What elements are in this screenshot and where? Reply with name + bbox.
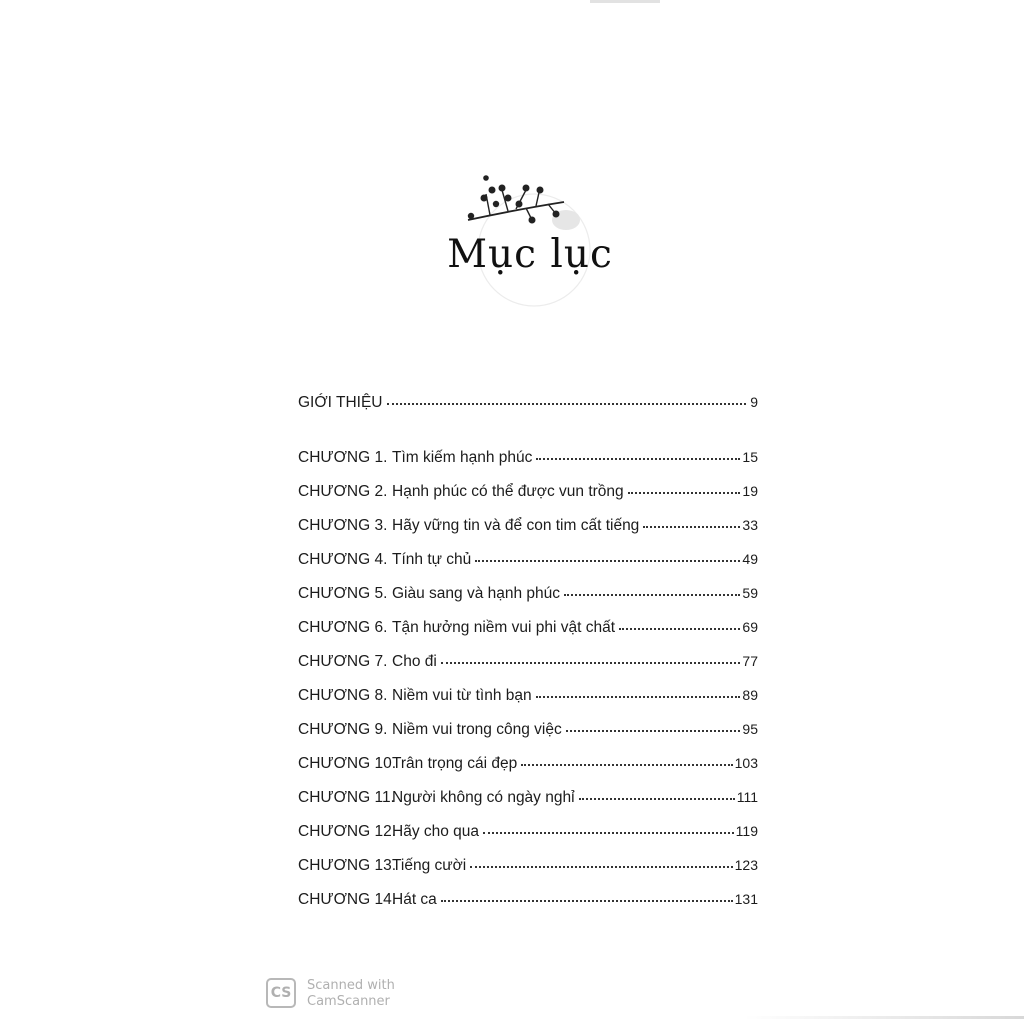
toc-entry-title: Niềm vui trong công việc xyxy=(392,721,562,738)
toc-entry-title: Tính tự chủ xyxy=(392,551,472,568)
scanner-watermark xyxy=(307,978,395,1010)
toc-chapter-label: CHƯƠNG 2. xyxy=(298,483,388,500)
toc-dot-leader xyxy=(564,594,740,596)
toc-dot-leader xyxy=(643,526,740,528)
toc-entry-title: Niềm vui từ tình bạn xyxy=(392,687,532,704)
toc-row-intro xyxy=(298,394,758,412)
toc-row xyxy=(298,755,758,773)
toc-page-number: 123 xyxy=(734,857,758,873)
toc-dot-leader xyxy=(579,798,735,800)
toc-row xyxy=(298,721,758,739)
page-edge-bottom xyxy=(745,1016,1024,1019)
toc-dot-leader xyxy=(470,866,732,868)
toc-chapter-label: CHƯƠNG 13. xyxy=(298,857,397,874)
toc-entry-title: Hát ca xyxy=(392,891,437,908)
toc-entry-title: Người không có ngày nghỉ xyxy=(392,789,575,806)
toc-row xyxy=(298,483,758,501)
toc-page-number: 9 xyxy=(750,394,758,410)
toc-page-number: 95 xyxy=(742,721,758,737)
toc-chapter-label: CHƯƠNG 7. xyxy=(298,653,388,670)
toc-row xyxy=(298,687,758,705)
toc-dot-leader xyxy=(441,662,741,664)
toc-entry-title: Cho đi xyxy=(392,653,437,670)
toc-chapter-label: CHƯƠNG 8. xyxy=(298,687,388,704)
toc-row xyxy=(298,585,758,603)
toc-page-number: 119 xyxy=(735,823,758,839)
toc-entry-title: Tìm kiếm hạnh phúc xyxy=(392,449,533,466)
toc-entry-title: Hạnh phúc có thể được vun trồng xyxy=(392,483,624,500)
toc-dot-leader xyxy=(566,730,741,732)
toc-row xyxy=(298,891,758,909)
toc-chapter-label: CHƯƠNG 11. xyxy=(298,789,395,806)
toc-row xyxy=(298,789,758,807)
toc-dot-leader xyxy=(628,492,741,494)
toc-dot-leader xyxy=(619,628,740,630)
toc-dot-leader xyxy=(521,764,732,766)
toc-row xyxy=(298,823,758,841)
toc-row xyxy=(298,857,758,875)
camscanner-logo-icon: CS xyxy=(266,978,296,1008)
toc-entry-title: Trân trọng cái đẹp xyxy=(392,755,518,772)
page-title: Mục lục xyxy=(447,232,613,277)
toc-page-number: 15 xyxy=(742,449,758,465)
toc-entry-title: Hãy vững tin và để con tim cất tiếng xyxy=(392,517,640,534)
toc-row xyxy=(298,653,758,671)
toc-chapter-label: CHƯƠNG 1. xyxy=(298,449,388,466)
toc-page-number: 103 xyxy=(734,755,758,771)
toc-entry-title: Giàu sang và hạnh phúc xyxy=(392,585,561,602)
toc-chapter-label: CHƯƠNG 4. xyxy=(298,551,388,568)
toc-entry-title: Hãy cho qua xyxy=(392,823,480,840)
toc-page-number: 77 xyxy=(742,653,758,669)
toc-chapter-label: CHƯƠNG 14. xyxy=(298,891,397,908)
toc-page-number: 131 xyxy=(734,891,758,907)
toc-row xyxy=(298,517,758,535)
toc-row xyxy=(298,551,758,569)
toc-chapter-label: CHƯƠNG 6. xyxy=(298,619,388,636)
toc-chapter-label: CHƯƠNG 9. xyxy=(298,721,388,738)
toc-chapter-label: CHƯƠNG 12. xyxy=(298,823,397,840)
toc-dot-leader xyxy=(536,458,740,460)
toc-dot-leader xyxy=(441,900,733,902)
watermark-line: Scanned with xyxy=(307,978,395,993)
toc-dot-leader xyxy=(387,403,747,405)
toc-page-number: 19 xyxy=(742,483,758,499)
toc-page-number: 59 xyxy=(742,585,758,601)
toc-chapter-label: CHƯƠNG 10. xyxy=(298,755,397,772)
toc-entry-title: Tận hưởng niềm vui phi vật chất xyxy=(392,619,616,636)
toc-page-number: 49 xyxy=(742,551,758,567)
toc-entry-title: Tiếng cười xyxy=(392,857,467,874)
toc-chapter-label: CHƯƠNG 5. xyxy=(298,585,388,602)
toc-dot-leader xyxy=(536,696,741,698)
toc-page-number: 89 xyxy=(742,687,758,703)
toc-page-number: 33 xyxy=(742,517,758,533)
toc-dot-leader xyxy=(475,560,740,562)
toc-dot-leader xyxy=(483,832,734,834)
toc-page-number: 111 xyxy=(736,789,758,805)
toc-page-number: 69 xyxy=(742,619,758,635)
toc-row xyxy=(298,449,758,467)
toc-chapter-label: CHƯƠNG 3. xyxy=(298,517,388,534)
page-edge-top xyxy=(590,0,660,3)
toc-row xyxy=(298,619,758,637)
toc-chapter-label: GIỚI THIỆU xyxy=(298,394,383,411)
watermark-line: CamScanner xyxy=(307,994,390,1009)
